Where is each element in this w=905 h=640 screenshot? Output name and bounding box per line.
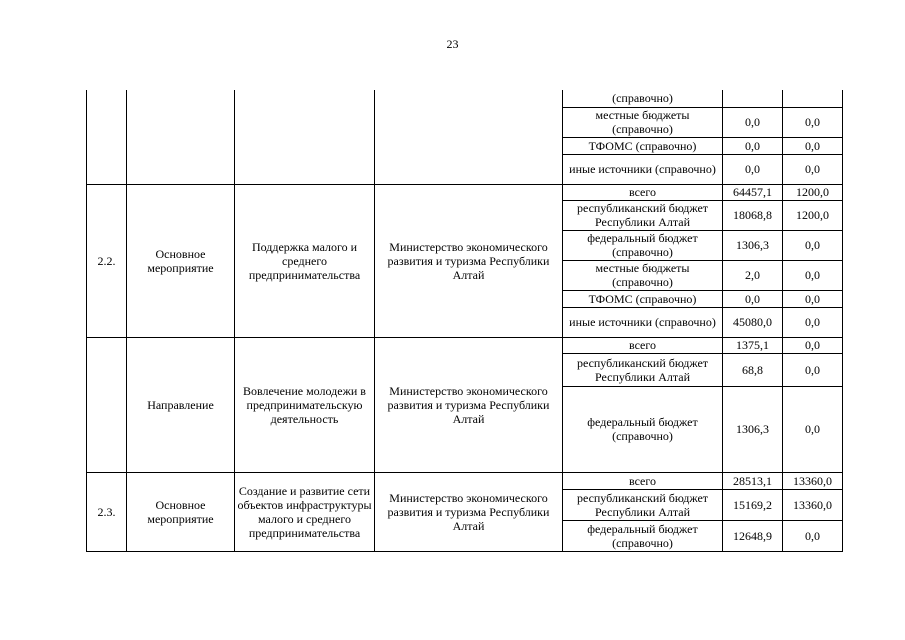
row-number-cell: 2.2. [87, 184, 127, 337]
total-amount-cell: 68,8 [723, 353, 783, 386]
table-row [87, 472, 843, 489]
executor-cell: Министерство экономического развития и туризма Республики Алтай [375, 337, 563, 472]
total-amount-cell: 64457,1 [723, 184, 783, 200]
activity-name-cell: Создание и развитие сети объектов инфраструктуры малого и среднего предпринимательства [235, 472, 375, 551]
funding-source-cell: федеральный бюджет (справочно) [563, 386, 723, 472]
total-amount-cell: 12648,9 [723, 520, 783, 551]
funding-source-cell: ТФОМС (справочно) [563, 137, 723, 154]
activity-name-cell [235, 90, 375, 184]
year-amount-cell: 0,0 [783, 260, 843, 290]
funding-source-cell: местные бюджеты (справочно) [563, 260, 723, 290]
activity-name-cell: Вовлечение молодежи в предпринимательскую деятельность [235, 337, 375, 472]
year-amount-cell: 13360,0 [783, 472, 843, 489]
total-amount-cell: 0,0 [723, 107, 783, 137]
executor-cell: Министерство экономического развития и туризма Республики Алтай [375, 184, 563, 337]
year-amount-cell: 0,0 [783, 154, 843, 184]
year-amount-cell: 0,0 [783, 386, 843, 472]
total-amount-cell: 28513,1 [723, 472, 783, 489]
row-number-cell [87, 337, 127, 472]
funding-source-cell: всего [563, 337, 723, 353]
year-amount-cell: 0,0 [783, 107, 843, 137]
year-amount-cell: 0,0 [783, 290, 843, 307]
activity-name-cell: Поддержка малого и среднего предпринимательства [235, 184, 375, 337]
funding-source-cell: (справочно) [563, 90, 723, 107]
funding-source-cell: всего [563, 472, 723, 489]
executor-cell: Министерство экономического развития и туризма Республики Алтай [375, 472, 563, 551]
funding-source-cell: иные источники (справочно) [563, 307, 723, 337]
table-row [87, 184, 843, 200]
year-amount-cell: 1200,0 [783, 184, 843, 200]
funding-source-cell: федеральный бюджет (справочно) [563, 520, 723, 551]
year-amount-cell: 0,0 [783, 520, 843, 551]
total-amount-cell: 45080,0 [723, 307, 783, 337]
year-amount-cell [783, 90, 843, 107]
activity-type-cell [127, 90, 235, 184]
row-number-cell: 2.3. [87, 472, 127, 551]
row-number-cell [87, 90, 127, 184]
funding-source-cell: иные источники (справочно) [563, 154, 723, 184]
funding-source-cell: местные бюджеты (справочно) [563, 107, 723, 137]
year-amount-cell: 0,0 [783, 230, 843, 260]
funding-source-cell: всего [563, 184, 723, 200]
table-row [87, 90, 843, 107]
funding-source-cell: республиканский бюджет Республики Алтай [563, 489, 723, 520]
activity-type-cell: Основное мероприятие [127, 184, 235, 337]
total-amount-cell: 1306,3 [723, 386, 783, 472]
total-amount-cell: 1375,1 [723, 337, 783, 353]
year-amount-cell: 1200,0 [783, 200, 843, 230]
total-amount-cell: 0,0 [723, 154, 783, 184]
total-amount-cell [723, 90, 783, 107]
total-amount-cell: 2,0 [723, 260, 783, 290]
total-amount-cell: 1306,3 [723, 230, 783, 260]
page-number: 23 [446, 37, 459, 51]
year-amount-cell: 0,0 [783, 353, 843, 386]
total-amount-cell: 0,0 [723, 290, 783, 307]
funding-source-cell: республиканский бюджет Республики Алтай [563, 353, 723, 386]
budget-table [86, 90, 843, 552]
total-amount-cell: 15169,2 [723, 489, 783, 520]
funding-source-cell: федеральный бюджет (справочно) [563, 230, 723, 260]
funding-source-cell: республиканский бюджет Республики Алтай [563, 200, 723, 230]
total-amount-cell: 18068,8 [723, 200, 783, 230]
total-amount-cell: 0,0 [723, 137, 783, 154]
year-amount-cell: 0,0 [783, 337, 843, 353]
activity-type-cell: Направление [127, 337, 235, 472]
year-amount-cell: 0,0 [783, 137, 843, 154]
activity-type-cell: Основное мероприятие [127, 472, 235, 551]
funding-source-cell: ТФОМС (справочно) [563, 290, 723, 307]
year-amount-cell: 13360,0 [783, 489, 843, 520]
year-amount-cell: 0,0 [783, 307, 843, 337]
budget-table-body [87, 90, 843, 551]
table-row [87, 337, 843, 353]
executor-cell [375, 90, 563, 184]
